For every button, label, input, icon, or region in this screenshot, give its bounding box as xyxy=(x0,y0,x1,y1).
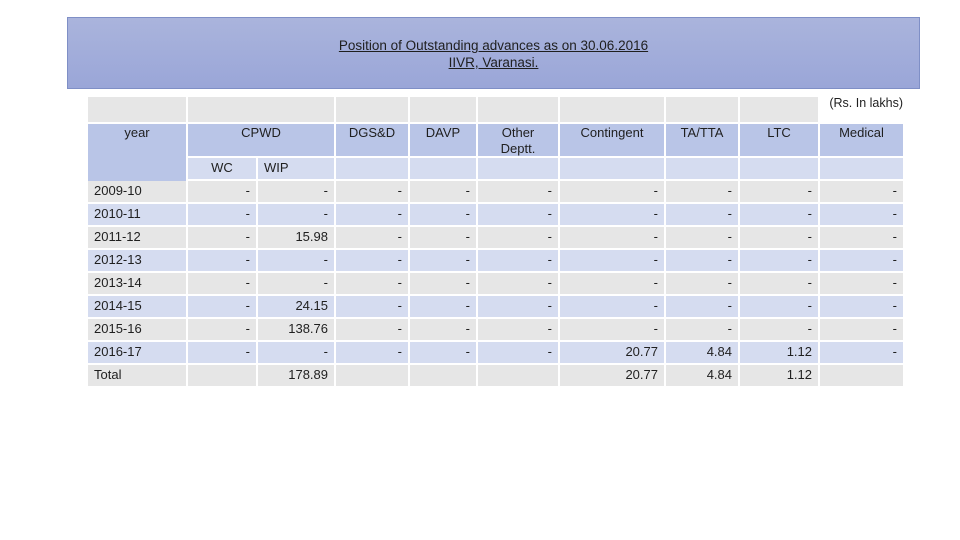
table-cell: - xyxy=(188,204,256,225)
table-cell: - xyxy=(740,204,818,225)
header-blank-5 xyxy=(478,97,558,122)
table-cell: - xyxy=(188,250,256,271)
table-cell: - xyxy=(666,250,738,271)
table-row-year: Total xyxy=(88,365,186,386)
table-cell: - xyxy=(560,181,664,202)
table-cell: - xyxy=(410,319,476,340)
table-cell: - xyxy=(410,342,476,363)
table-cell: - xyxy=(336,342,408,363)
table-row-year: 2012-13 xyxy=(88,250,186,271)
table-cell: - xyxy=(820,273,903,294)
table-cell: - xyxy=(560,227,664,248)
header-blank-cpwd xyxy=(188,97,334,122)
table-row-year: 2010-11 xyxy=(88,204,186,225)
title-banner xyxy=(67,17,920,89)
table-cell: - xyxy=(336,227,408,248)
table-cell xyxy=(188,365,256,386)
table-cell: - xyxy=(258,342,334,363)
header-wip: WIP xyxy=(258,158,334,179)
header-wc: WC xyxy=(188,158,256,179)
header-blank-8 xyxy=(740,97,818,122)
table-cell: - xyxy=(258,250,334,271)
table-cell: - xyxy=(410,250,476,271)
table-cell: - xyxy=(666,319,738,340)
table-row-year: 2009-10 xyxy=(88,181,186,202)
header-blank-6 xyxy=(560,97,664,122)
table-cell: - xyxy=(258,204,334,225)
table-row-year: 2014-15 xyxy=(88,296,186,317)
table-cell: - xyxy=(478,181,558,202)
header-sub-blank-3 xyxy=(336,158,408,179)
table-cell: - xyxy=(410,227,476,248)
header-contingent: Contingent xyxy=(560,124,664,156)
table-cell: - xyxy=(740,319,818,340)
table-row-year: 2016-17 xyxy=(88,342,186,363)
table-cell: - xyxy=(820,181,903,202)
table-cell: - xyxy=(820,227,903,248)
header-sub-blank-7 xyxy=(666,158,738,179)
title-line-2: IIVR, Varanasi. xyxy=(448,55,539,70)
table-cell: - xyxy=(740,227,818,248)
table-cell xyxy=(336,365,408,386)
header-blank-3 xyxy=(336,97,408,122)
table-cell: 20.77 xyxy=(560,365,664,386)
table-cell: - xyxy=(410,204,476,225)
table-row-year: 2011-12 xyxy=(88,227,186,248)
table-cell: 4.84 xyxy=(666,342,738,363)
table-cell: - xyxy=(188,181,256,202)
table-cell: - xyxy=(410,181,476,202)
table-cell: - xyxy=(188,227,256,248)
header-tatta: TA/TTA xyxy=(666,124,738,156)
table-cell xyxy=(478,365,558,386)
table-cell: 4.84 xyxy=(666,365,738,386)
table-cell: - xyxy=(258,181,334,202)
header-blank-7 xyxy=(666,97,738,122)
units-note: (Rs. In lakhs) xyxy=(829,96,903,110)
header-sub-blank-6 xyxy=(560,158,664,179)
table-cell: - xyxy=(820,296,903,317)
table-cell: - xyxy=(740,296,818,317)
header-blank-4 xyxy=(410,97,476,122)
table-cell: - xyxy=(336,250,408,271)
table-cell: - xyxy=(478,319,558,340)
table-cell: - xyxy=(478,204,558,225)
table-cell: - xyxy=(188,342,256,363)
table-cell: - xyxy=(478,250,558,271)
table-cell: - xyxy=(820,250,903,271)
header-cpwd: CPWD xyxy=(188,124,334,156)
table-cell: - xyxy=(560,319,664,340)
table-cell: 20.77 xyxy=(560,342,664,363)
table-cell: - xyxy=(188,296,256,317)
table-cell: 178.89 xyxy=(258,365,334,386)
table-cell: - xyxy=(188,319,256,340)
table-cell: - xyxy=(560,296,664,317)
table-cell: - xyxy=(336,273,408,294)
table-cell: - xyxy=(410,273,476,294)
table-cell: - xyxy=(666,227,738,248)
table-cell: - xyxy=(740,273,818,294)
table-row-year: 2015-16 xyxy=(88,319,186,340)
table-cell: - xyxy=(740,181,818,202)
table-cell: - xyxy=(820,342,903,363)
table-cell: - xyxy=(478,296,558,317)
table-cell: 1.12 xyxy=(740,365,818,386)
table-cell: - xyxy=(560,250,664,271)
table-cell: - xyxy=(820,319,903,340)
header-sub-blank-8 xyxy=(740,158,818,179)
table-cell: - xyxy=(666,204,738,225)
table-cell: - xyxy=(336,319,408,340)
title-line-1: Position of Outstanding advances as on 30.06.2016 xyxy=(338,38,649,53)
table-cell: - xyxy=(336,181,408,202)
table-cell: - xyxy=(666,273,738,294)
table-cell: - xyxy=(666,181,738,202)
table-cell xyxy=(820,365,903,386)
table-cell: - xyxy=(820,204,903,225)
table-cell: 138.76 xyxy=(258,319,334,340)
header-sub-blank-4 xyxy=(410,158,476,179)
header-year: year xyxy=(88,124,186,190)
header-davp: DAVP xyxy=(410,124,476,156)
table-cell: - xyxy=(336,204,408,225)
table-row-year: 2013-14 xyxy=(88,273,186,294)
table-cell: 1.12 xyxy=(740,342,818,363)
header-sub-blank-9 xyxy=(820,158,903,179)
header-sub-blank-5 xyxy=(478,158,558,179)
table-cell: - xyxy=(560,273,664,294)
header-dgsd: DGS&D xyxy=(336,124,408,156)
table-cell: - xyxy=(740,250,818,271)
header-ltc: LTC xyxy=(740,124,818,156)
table-cell: - xyxy=(258,273,334,294)
table-cell: - xyxy=(410,296,476,317)
header-medical: Medical xyxy=(820,124,903,156)
table-cell: - xyxy=(666,296,738,317)
header-blank-year xyxy=(88,97,186,122)
table-cell xyxy=(410,365,476,386)
table-cell: - xyxy=(478,342,558,363)
table-cell: 24.15 xyxy=(258,296,334,317)
table-cell: - xyxy=(188,273,256,294)
table-cell: - xyxy=(560,204,664,225)
table-cell: - xyxy=(478,273,558,294)
table-cell: - xyxy=(478,227,558,248)
table-cell: 15.98 xyxy=(258,227,334,248)
header-other: Other Deptt. xyxy=(478,124,558,156)
table-cell: - xyxy=(336,296,408,317)
